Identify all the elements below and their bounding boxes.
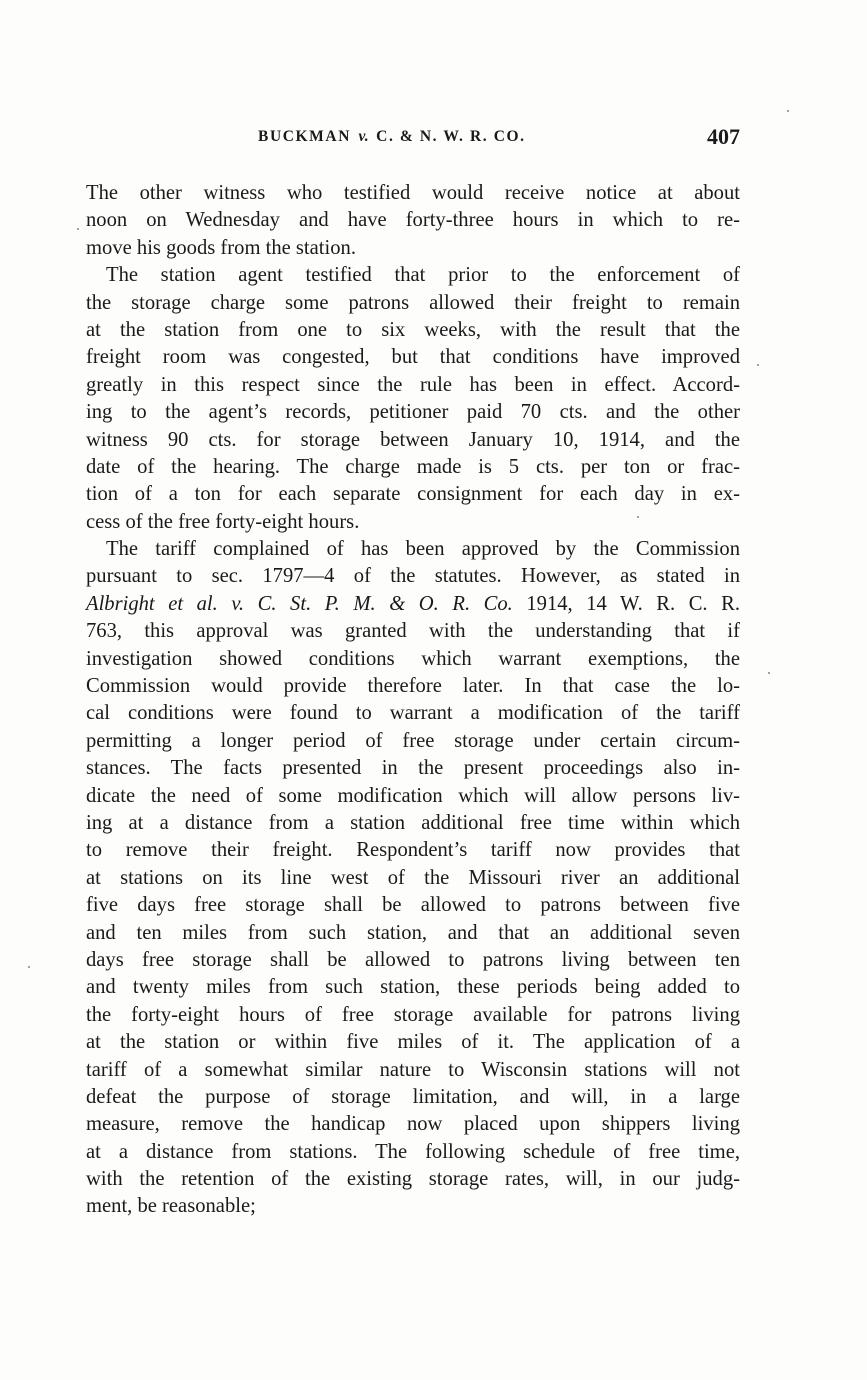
paper-speck [757,364,759,366]
case-citation-italic: Albright et al. v. C. St. P. M. & O. R. Co. [86,592,513,615]
text-line: freight room was congested, but that conditions have improved [86,346,740,369]
text-line: ing to the agent’s records, petitioner paid 70 cts. and the other [86,401,740,424]
text-line: the forty-eight hours of free storage available for patrons living [86,1003,740,1026]
page-number: 407 [707,124,740,149]
text-line: tariff of a somewhat similar nature to Wisconsin stations will not [86,1058,740,1081]
text-line: move his goods from the station. [86,236,356,259]
text-line: witness 90 cts. for storage between January 10, 1914, and the [86,428,740,451]
text-line: five days free storage shall be allowed to patrons between five [86,894,740,917]
text-line: Commission would provide therefore later. In that case the lo- [86,675,740,698]
case-citation-reference: 1914, 14 W. R. C. R. [512,592,741,615]
text-line: at the station from one to six weeks, with the result that the [86,318,740,341]
text-line: at a distance from stations. The following schedule of free time, [86,1140,740,1163]
paper-speck [768,672,770,674]
text-line: noon on Wednesday and have forty-three hours in which to re- [86,209,740,232]
running-head [88,124,742,154]
paper-speck [637,516,639,518]
text-line: date of the hearing. The charge made is 5 cts. per ton or frac- [86,455,740,478]
text-line: the storage charge some patrons allowed their freight to remain [86,291,740,314]
text-line: at stations on its line west of the Missouri river an additional [86,866,740,889]
text-line: cal conditions were found to warrant a modification of the tariff [86,702,740,725]
paper-speck [28,966,30,968]
text-line: cess of the free forty-eight hours. [86,510,360,533]
text-line: pursuant to sec. 1797—4 of the statutes. However, as stated in [86,565,740,588]
text-line: permitting a longer period of free storage under certain circum- [86,729,740,752]
text-line: defeat the purpose of storage limitation, and will, in a large [86,1085,740,1108]
paper-speck [787,110,789,112]
text-line: 763, this approval was granted with the understanding that if [86,620,740,643]
text-line: and ten miles from such station, and that an additional seven [86,921,740,944]
text-line: to remove their freight. Respondent’s tariff now provides that [86,839,740,862]
text-line: ment, be reasonable; [86,1195,256,1218]
text-line: dicate the need of some modification which will allow persons liv- [86,784,740,807]
text-line: ing at a distance from a station additional free time within which [86,811,740,834]
text-line [86,591,740,618]
text-line: greatly in this respect since the rule has been in effect. Accord- [86,373,740,396]
running-title-party: BUCKMAN [258,128,351,145]
text-line: with the retention of the existing storage rates, will, in our judg- [86,1168,740,1191]
text-line: The other witness who testified would receive notice at about [86,182,740,204]
text-line: stances. The facts presented in the present proceedings also in- [86,757,740,780]
text-line: at the station or within five miles of it. The application of a [86,1031,740,1054]
running-title [258,128,526,146]
text-line: The tariff complained of has been approved by the Commission [106,538,740,561]
running-title-respondent: C. & N. W. R. CO. [376,128,526,145]
body-text [86,180,740,1221]
text-line: measure, remove the handicap now placed upon shippers living [86,1113,740,1136]
text-line: The station agent testified that prior to the enforcement of [106,264,740,287]
text-line: and twenty miles from such station, these periods being added to [86,976,740,999]
text-line: investigation showed conditions which warrant exemptions, the [86,647,740,670]
running-title-versus: v. [358,128,369,145]
paper-speck [77,228,79,230]
text-line: tion of a ton for each separate consignment for each day in ex- [86,483,740,506]
text-line: days free storage shall be allowed to patrons living between ten [86,948,740,971]
